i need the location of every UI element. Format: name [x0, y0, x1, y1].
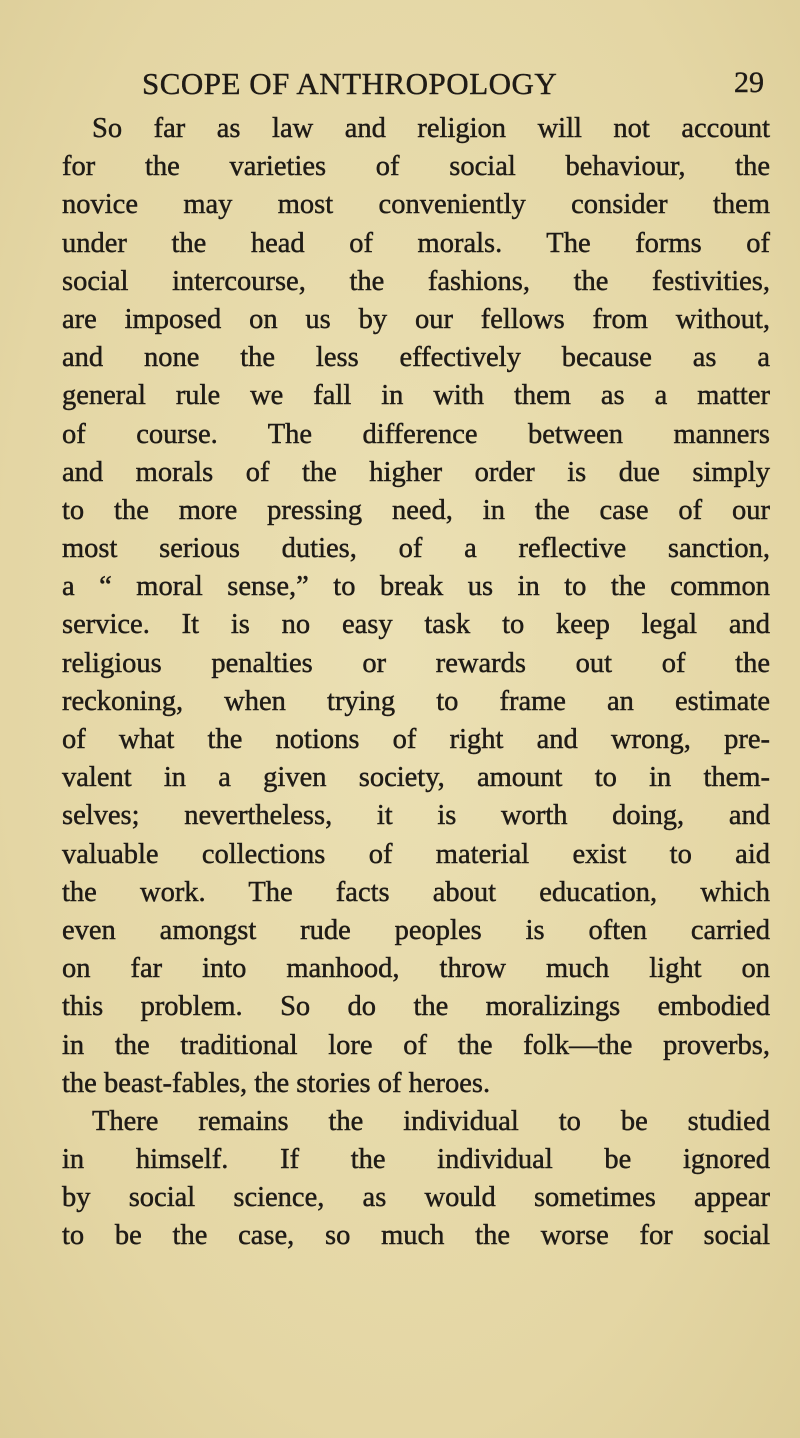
body-text	[62, 110, 770, 1256]
text-line: on far into manhood, throw much light on	[62, 953, 770, 985]
page-number: 29	[734, 66, 764, 99]
text-line: the beast-fables, the stories of heroes.	[62, 1067, 491, 1099]
text-line: are imposed on us by our fellows from without,	[62, 303, 770, 335]
running-title: SCOPE OF ANTHROPOLOGY	[142, 66, 558, 101]
text-line: for the varieties of social behaviour, the	[62, 151, 770, 183]
text-line: the work. The facts about education, which	[62, 876, 770, 908]
text-line: of what the notions of right and wrong, pre-	[62, 724, 770, 755]
text-line: There remains the individual to be studied	[92, 1105, 770, 1137]
text-line: and none the less effectively because as a	[62, 342, 770, 374]
text-line: novice may most conveniently consider them	[62, 189, 770, 221]
text-line: in the traditional lore of the folk—the proverbs,	[62, 1029, 770, 1061]
text-line: to the more pressing need, in the case of our	[62, 494, 770, 526]
text-line: in himself. If the individual be ignored	[62, 1144, 770, 1176]
text-line: and morals of the higher order is due simply	[62, 456, 770, 488]
text-line: under the head of morals. The forms of	[62, 227, 770, 259]
page-header	[142, 66, 764, 102]
text-line: service. It is no easy task to keep legal and	[62, 609, 770, 641]
text-line: this problem. So do the moralizings embodied	[62, 991, 770, 1023]
text-line: reckoning, when trying to frame an estimate	[62, 685, 770, 717]
text-line: valuable collections of material exist to aid	[62, 838, 770, 870]
text-line: religious penalties or rewards out of the	[62, 647, 770, 679]
text-line: most serious duties, of a reflective sanction,	[62, 533, 770, 565]
text-line: valent in a given society, amount to in them-	[62, 762, 770, 794]
text-line: by social science, as would sometimes appear	[62, 1182, 770, 1214]
text-line: a “ moral sense,” to break us in to the common	[62, 571, 770, 603]
text-line: to be the case, so much the worse for social	[62, 1220, 770, 1252]
text-line: even amongst rude peoples is often carried	[62, 914, 770, 946]
text-line: general rule we fall in with them as a matter	[62, 380, 770, 412]
text-line: So far as law and religion will not account	[92, 113, 770, 144]
text-line: social intercourse, the fashions, the festivities,	[62, 265, 770, 297]
text-line: of course. The difference between manners	[62, 418, 770, 450]
text-line: selves; nevertheless, it is worth doing, and	[62, 800, 770, 832]
